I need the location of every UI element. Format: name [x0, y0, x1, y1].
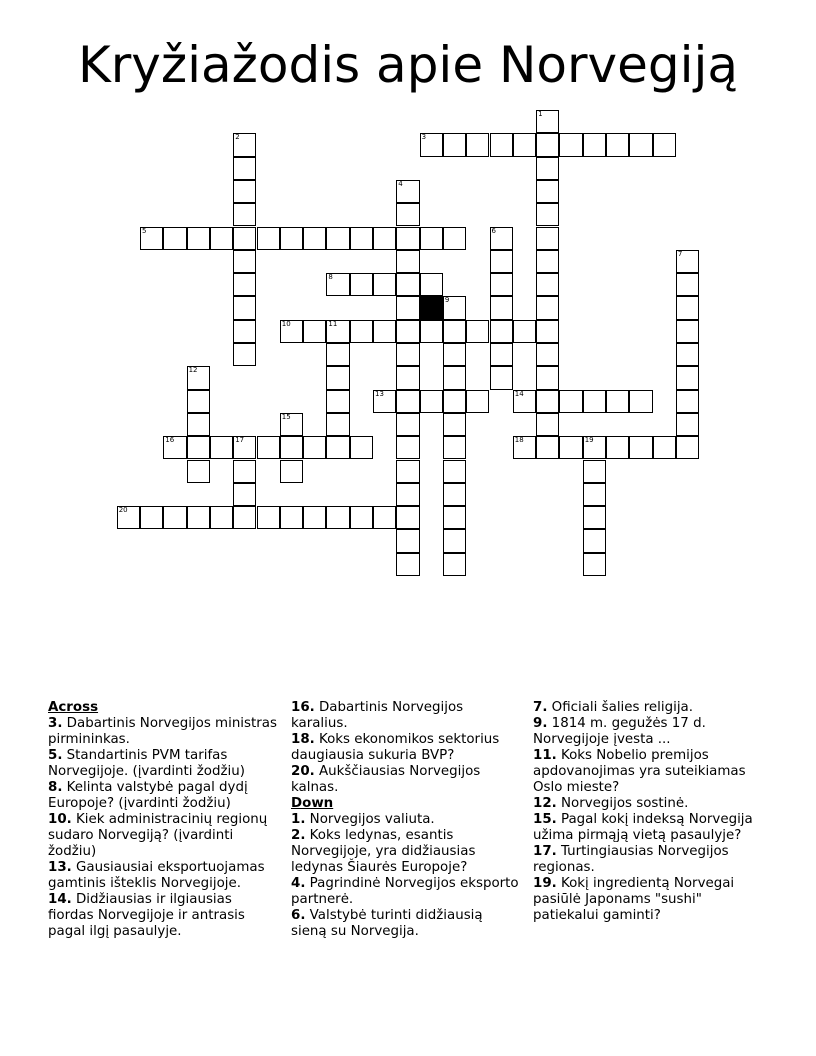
grid-cell[interactable]: [326, 413, 349, 436]
grid-cell[interactable]: [466, 320, 489, 343]
shaded-cell: [420, 296, 443, 319]
grid-cell[interactable]: [233, 157, 256, 180]
grid-cell[interactable]: [350, 227, 373, 250]
grid-cell[interactable]: [280, 413, 303, 436]
grid-cell[interactable]: [350, 436, 373, 459]
grid-cell[interactable]: [233, 203, 256, 226]
grid-cell[interactable]: [490, 343, 513, 366]
grid-cell[interactable]: [233, 460, 256, 483]
grid-cell[interactable]: [326, 366, 349, 389]
grid-cell[interactable]: [536, 110, 559, 133]
grid-cell[interactable]: [350, 273, 373, 296]
grid-cell[interactable]: [583, 553, 606, 576]
grid-cell[interactable]: [280, 460, 303, 483]
cell-number: 14: [514, 389, 524, 398]
grid-cell[interactable]: [396, 343, 419, 366]
across-heading: Across: [48, 700, 99, 715]
grid-cell[interactable]: [350, 506, 373, 529]
cell-number: 20: [118, 506, 128, 515]
grid-cell[interactable]: [676, 250, 699, 273]
grid-cell[interactable]: [187, 390, 210, 413]
grid-cell[interactable]: [233, 133, 256, 156]
grid-cell[interactable]: [396, 366, 419, 389]
grid-cell[interactable]: [140, 227, 163, 250]
grid-cell[interactable]: [676, 273, 699, 296]
grid-cell[interactable]: [653, 436, 676, 459]
grid-cell[interactable]: [396, 553, 419, 576]
cell-number: 10: [281, 319, 291, 328]
grid-cell[interactable]: [676, 390, 699, 413]
grid-cell[interactable]: [676, 436, 699, 459]
grid-cell[interactable]: [490, 296, 513, 319]
clue-across-14: 14. Didžiausias ir ilgiausias fiordas Norvegijoje ir antrasis pagal ilgį pasaulyje.: [48, 892, 245, 939]
grid-cell[interactable]: [490, 133, 513, 156]
cell-number: 3: [421, 133, 427, 142]
grid-cell[interactable]: [187, 436, 210, 459]
clue-down-15: 15. Pagal kokį indeksą Norvegija užima pirmąją vietą pasaulyje?: [533, 812, 753, 843]
grid-cell[interactable]: [187, 506, 210, 529]
grid-cell[interactable]: [583, 133, 606, 156]
clue-down-1: 1. Norvegijos valiuta.: [291, 812, 435, 827]
grid-cell[interactable]: [443, 436, 466, 459]
grid-cell[interactable]: [536, 250, 559, 273]
grid-cell[interactable]: [163, 436, 186, 459]
grid-cell[interactable]: [280, 436, 303, 459]
clue-across-16: 16. Dabartinis Norvegijos karalius.: [291, 700, 464, 731]
grid-cell[interactable]: [233, 250, 256, 273]
grid-cell[interactable]: [629, 390, 652, 413]
grid-cell[interactable]: [583, 529, 606, 552]
grid-cell[interactable]: [490, 320, 513, 343]
grid-cell[interactable]: [257, 436, 280, 459]
grid-cell[interactable]: [396, 390, 419, 413]
grid-cell[interactable]: [396, 296, 419, 319]
grid-cell[interactable]: [257, 227, 280, 250]
grid-cell[interactable]: [326, 390, 349, 413]
grid-cell[interactable]: [536, 413, 559, 436]
grid-cell[interactable]: [466, 133, 489, 156]
grid-cell[interactable]: [396, 227, 419, 250]
clues-column-2: [291, 700, 521, 940]
grid-cell[interactable]: [583, 460, 606, 483]
grid-cell[interactable]: [326, 343, 349, 366]
grid-cell[interactable]: [559, 390, 582, 413]
clue-across-10: 10. Kiek administracinių regionų sudaro Norvegiją? (įvardinti žodžiu): [48, 812, 268, 859]
grid-cell[interactable]: [490, 366, 513, 389]
grid-cell[interactable]: [536, 203, 559, 226]
grid-cell[interactable]: [676, 296, 699, 319]
cell-number: 17: [235, 436, 245, 445]
cell-number: 12: [188, 366, 198, 375]
grid-cell[interactable]: [490, 273, 513, 296]
grid-cell[interactable]: [513, 436, 536, 459]
grid-cell[interactable]: [396, 250, 419, 273]
grid-cell[interactable]: [233, 436, 256, 459]
cell-number: 5: [142, 226, 147, 235]
grid-cell[interactable]: [629, 436, 652, 459]
grid-cell[interactable]: [490, 250, 513, 273]
grid-cell[interactable]: [396, 506, 419, 529]
clue-across-20: 20. Aukščiausias Norvegijos kalnas.: [291, 764, 481, 795]
grid-cell[interactable]: [676, 366, 699, 389]
clues-column-3: [533, 700, 763, 924]
grid-cell[interactable]: [163, 506, 186, 529]
grid-cell[interactable]: [536, 273, 559, 296]
grid-cell[interactable]: [396, 203, 419, 226]
clue-across-8: 8. Kelinta valstybė pagal dydį Europoje? (įvardinti žodžiu): [48, 780, 248, 811]
grid-cell[interactable]: [326, 273, 349, 296]
cell-number: 13: [375, 389, 384, 398]
grid-cell[interactable]: [257, 506, 280, 529]
grid-cell[interactable]: [676, 320, 699, 343]
grid-cell[interactable]: [420, 133, 443, 156]
grid-cell[interactable]: [443, 296, 466, 319]
grid-cell[interactable]: [187, 227, 210, 250]
grid-cell[interactable]: [583, 390, 606, 413]
grid-cell[interactable]: [536, 390, 559, 413]
grid-cell[interactable]: [443, 553, 466, 576]
grid-cell[interactable]: [117, 506, 140, 529]
cell-number: 2: [235, 133, 240, 142]
cell-number: 4: [398, 179, 403, 188]
grid-cell[interactable]: [187, 460, 210, 483]
grid-cell[interactable]: [443, 133, 466, 156]
down-heading: Down: [291, 796, 334, 811]
grid-cell[interactable]: [443, 483, 466, 506]
grid-cell[interactable]: [443, 390, 466, 413]
grid-cell[interactable]: [396, 436, 419, 459]
grid-cell[interactable]: [466, 390, 489, 413]
clue-across-18: 18. Koks ekonomikos sektorius daugiausia sukuria BVP?: [291, 732, 500, 763]
cell-number: 19: [584, 436, 594, 445]
grid-cell[interactable]: [233, 343, 256, 366]
cell-number: 6: [491, 226, 496, 235]
grid-cell[interactable]: [396, 413, 419, 436]
grid-cell[interactable]: [536, 157, 559, 180]
clue-across-13: 13. Gausiausiai eksportuojamas gamtinis išteklis Norvegijoje.: [48, 860, 265, 891]
grid-cell[interactable]: [513, 390, 536, 413]
grid-cell[interactable]: [536, 343, 559, 366]
grid-cell[interactable]: [373, 227, 396, 250]
grid-cell[interactable]: [606, 133, 629, 156]
grid-cell[interactable]: [280, 320, 303, 343]
clue-across-3: 3. Dabartinis Norvegijos ministras pirmininkas.: [48, 716, 277, 747]
grid-cell[interactable]: [420, 320, 443, 343]
grid-cell[interactable]: [373, 506, 396, 529]
grid-cell[interactable]: [373, 273, 396, 296]
grid-cell[interactable]: [233, 483, 256, 506]
grid-cell[interactable]: [233, 227, 256, 250]
grid-cell[interactable]: [233, 296, 256, 319]
grid-cell[interactable]: [140, 506, 163, 529]
cell-number: 15: [281, 412, 291, 421]
grid-cell[interactable]: [490, 227, 513, 250]
clue-down-17: 17. Turtingiausias Norvegijos regionas.: [533, 844, 729, 875]
grid-cell[interactable]: [606, 390, 629, 413]
grid-cell[interactable]: [396, 483, 419, 506]
clue-across-5: 5. Standartinis PVM tarifas Norvegijoje. (įvardinti žodžiu): [48, 748, 245, 779]
grid-cell[interactable]: [420, 390, 443, 413]
grid-cell[interactable]: [420, 227, 443, 250]
grid-cell[interactable]: [443, 366, 466, 389]
clue-down-2: 2. Koks ledynas, esantis Norvegijoje, yra didžiausias ledynas Šiaurės Europoje?: [291, 828, 476, 875]
grid-cell[interactable]: [373, 320, 396, 343]
grid-cell[interactable]: [443, 227, 466, 250]
grid-cell[interactable]: [559, 436, 582, 459]
clues-column-1: [48, 700, 280, 940]
grid-cell[interactable]: [280, 506, 303, 529]
cell-number: 9: [444, 296, 450, 305]
clue-down-12: 12. Norvegijos sostinė.: [533, 796, 689, 811]
grid-cell[interactable]: [396, 273, 419, 296]
grid-cell[interactable]: [443, 320, 466, 343]
cell-number: 11: [328, 319, 338, 328]
grid-cell[interactable]: [280, 227, 303, 250]
clue-down-11: 11. Koks Nobelio premijos apdovanojimas yra suteikiamas Oslo mieste?: [533, 748, 746, 795]
cell-number: 18: [514, 436, 524, 445]
grid-cell[interactable]: [513, 320, 536, 343]
grid-cell[interactable]: [536, 180, 559, 203]
grid-cell[interactable]: [373, 390, 396, 413]
grid-cell[interactable]: [210, 227, 233, 250]
grid-cell[interactable]: [187, 413, 210, 436]
grid-cell[interactable]: [583, 436, 606, 459]
grid-cell[interactable]: [606, 436, 629, 459]
grid-cell[interactable]: [210, 506, 233, 529]
clue-down-6: 6. Valstybė turinti didžiausią sieną su Norvegija.: [291, 908, 483, 939]
grid-cell[interactable]: [536, 296, 559, 319]
clue-down-19: 19. Kokį ingredientą Norvegai pasiūlė Japonams "sushi" patiekalui gaminti?: [533, 876, 735, 923]
grid-cell[interactable]: [303, 227, 326, 250]
grid-cell[interactable]: [513, 133, 536, 156]
grid-cell[interactable]: [326, 506, 349, 529]
grid-cell[interactable]: [420, 273, 443, 296]
grid-cell[interactable]: [326, 320, 349, 343]
grid-cell[interactable]: [583, 506, 606, 529]
grid-cell[interactable]: [536, 436, 559, 459]
grid-cell[interactable]: [443, 529, 466, 552]
grid-cell[interactable]: [233, 180, 256, 203]
grid-cell[interactable]: [536, 227, 559, 250]
grid-cell[interactable]: [303, 436, 326, 459]
grid-cell[interactable]: [303, 506, 326, 529]
grid-cell[interactable]: [629, 133, 652, 156]
grid-cell[interactable]: [443, 460, 466, 483]
grid-cell[interactable]: [303, 320, 326, 343]
grid-cell[interactable]: [233, 273, 256, 296]
grid-cell[interactable]: [676, 413, 699, 436]
grid-cell[interactable]: [559, 133, 582, 156]
grid-cell[interactable]: [187, 366, 210, 389]
grid-cell[interactable]: [210, 436, 233, 459]
grid-cell[interactable]: [396, 529, 419, 552]
grid-cell[interactable]: [443, 413, 466, 436]
grid-cell[interactable]: [536, 320, 559, 343]
grid-cell[interactable]: [583, 483, 606, 506]
grid-cell[interactable]: [536, 366, 559, 389]
clue-down-4: 4. Pagrindinė Norvegijos eksporto partnerė.: [291, 876, 519, 907]
grid-cell[interactable]: [326, 436, 349, 459]
grid-cell[interactable]: [233, 320, 256, 343]
grid-cell[interactable]: [443, 506, 466, 529]
clue-down-9: 9. 1814 m. gegužės 17 d. Norvegijoje įvesta ...: [533, 716, 706, 747]
grid-cell[interactable]: [536, 133, 559, 156]
page-title: Kryžiažodis apie Norvegiją: [77, 36, 739, 94]
grid-cell[interactable]: [676, 343, 699, 366]
grid-cell[interactable]: [396, 180, 419, 203]
grid-cell[interactable]: [233, 506, 256, 529]
clue-down-7: 7. Oficiali šalies religija.: [533, 700, 694, 715]
grid-cell[interactable]: [326, 227, 349, 250]
cell-number: 8: [328, 273, 333, 282]
grid-cell[interactable]: [443, 343, 466, 366]
cell-number: 16: [165, 436, 175, 445]
cell-number: 7: [677, 249, 683, 258]
grid-cell[interactable]: [163, 227, 186, 250]
cell-number: 1: [538, 110, 543, 118]
grid-cell[interactable]: [396, 320, 419, 343]
grid-cell[interactable]: [350, 320, 373, 343]
grid-cell[interactable]: [653, 133, 676, 156]
grid-cell[interactable]: [396, 460, 419, 483]
